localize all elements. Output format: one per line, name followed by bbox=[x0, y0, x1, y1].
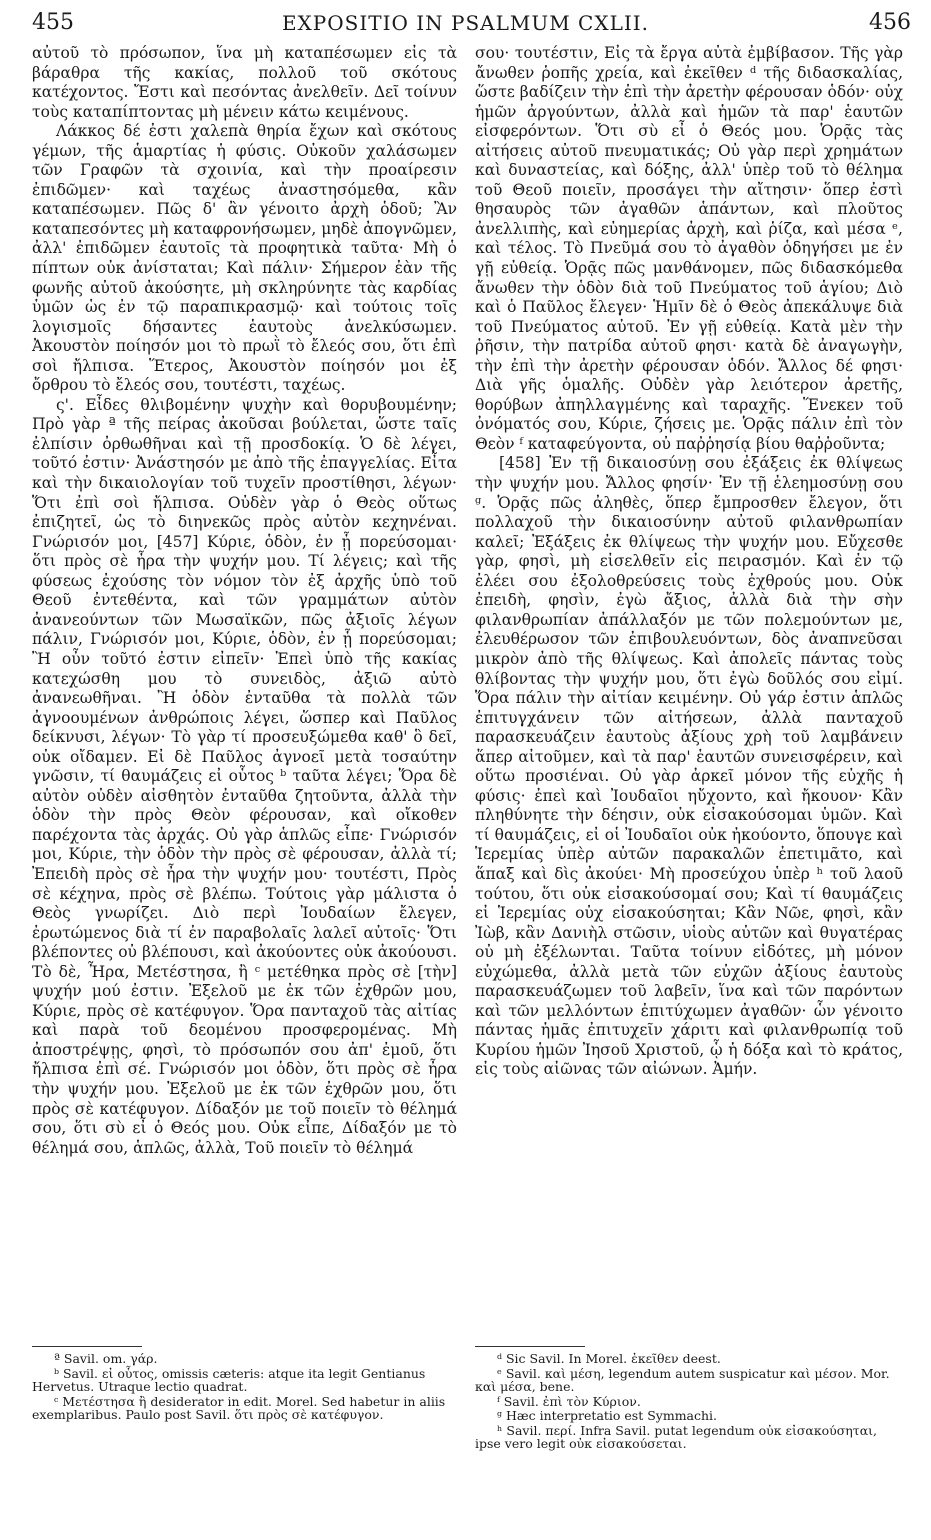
footnote: ᶜ Μετέστησα ἢ desiderator in edit. Morel. Sed habetur in aliis exemplaribus. Paulo post Savil. ὅτι πρὸς σὲ κατέφυγον. bbox=[32, 1393, 446, 1422]
paragraph: αὐτοῦ τὸ πρόσωπον, ἵνα μὴ καταπέσωμεν εἰς τὰ βάραθρα τῆς κακίας, πολλοῦ τοῦ σκότους κατέχοντος. Ἔστι καὶ πεσόντας ἀνελθεῖν. Δεῖ τοίνυν τοὺς καταπίπτοντας μὴ μένειν κάτω κειμένους. bbox=[32, 44, 457, 121]
paragraph: [458] Ἐν τῇ δικαιοσύνῃ σου ἐξάξεις ἐκ θλίψεως τὴν ψυχήν μου. Ἄλλος φησίν· Ἐν τῇ ἐλεημοσύνῃ σου ᵍ. Ὁρᾷς πῶς ἀληθὲς, ὅπερ ἔμπροσθεν ἔλεγον, ὅτι πολλαχοῦ τὴν δικαιοσύνην αὐτοῦ φιλανθρωπίαν καλεῖ; Ἐξάξεις ἐκ θλίψεως τὴν ψυχήν μου. Εὔχεσθε γὰρ, φησὶ, μὴ εἰσελθεῖν εἰς πειρασμόν. Καὶ ἐν τῷ ἐλέει σου ἐξολοθρεύσεις τοὺς ἐχθρούς μου. Οὐκ ἐπειδὴ, φησὶν, ἐγὼ ἄξιος, ἀλλὰ διὰ τὴν σὴν φιλανθρωπίαν ἀπάλλαξόν με τῶν πολεμούντων με, ἐλευθέρωσον τῶν ἐπιβουλευόντων, δὸς ἀναπνεῦσαι μικρὸν ἀπὸ τῆς θλίψεως. Καὶ ἀπολεῖς πάντας τοὺς θλίβοντας τὴν ψυχήν μου, ὅτι ἐγὼ δοῦλός σου εἰμί. Ὅρα πάλιν τὴν αἰτίαν κειμένην. Οὐ γάρ ἐστιν ἁπλῶς ἐπιτυγχάνειν τῶν αἰτήσεων, ἀλλὰ πανταχοῦ παρασκευάζειν ἑαυτοὺς ἀξίους χρὴ τοῦ λαμβάνειν ἅπερ αἰτοῦμεν, καὶ τὰ παρ' ἑαυτῶν συνεισφέρειν, καὶ οὕτω προσιέναι. Οὐ γὰρ ἀρκεῖ μόνον τῆς εὐχῆς ἡ φύσις· ἐπεὶ καὶ Ἰουδαῖοι ηὔχοντο, καὶ ἤκουον· Κἂν πληθύνητε τὴν δέησιν, οὐκ εἰσακούσομαι ὑμῶν. Καὶ τί θαυμάζεις, εἰ οἱ Ἰουδαῖοι οὐκ ἠκούοντο, ὅπουγε καὶ Ἱερεμίας ὑπὲρ αὐτῶν παρακαλῶν ἐπετιμᾶτο, καὶ ἅπαξ καὶ δὶς ἀκούει· Μὴ προσεύχου ὑπὲρ ʰ τοῦ λαοῦ τούτου, ὅτι οὐκ εἰσακούσομαί σου; Καὶ τί θαυμάζεις εἰ Ἱερεμίας οὐχ εἰσακούσηται; Κἂν Νῶε, φησὶ, κἂν Ἰὼβ, κἂν Δανιὴλ στῶσιν, υἱοὺς αὐτῶν καὶ θυγατέρας οὐ μὴ ἐξέλωνται. Ταῦτα τοίνυν εἰδότες, μὴ μόνον εὐχώμεθα, ἀλλὰ μετὰ τῶν εὐχῶν ἀξίους ἑαυτοὺς παρασκευάζωμεν τοῦ λαβεῖν, ἵνα καὶ τῶν παρόντων καὶ τῶν μελλόντων ἐπιτύχωμεν ἀγαθῶν· ὧν γένοιτο πάντας ἡμᾶς ἐπιτυχεῖν χάριτι καὶ φιλανθρωπίᾳ τοῦ Κυρίου ἡμῶν Ἰησοῦ Χριστοῦ, ᾧ ἡ δόξα καὶ τὸ κράτος, εἰς τοὺς αἰῶνας τῶν αἰώνων. Ἀμήν. bbox=[475, 454, 903, 1079]
paragraph: ς'. Εἶδες θλιβομένην ψυχὴν καὶ θορυβουμένην; Πρὸ γὰρ ª τῆς πείρας ἀκοῦσαι βούλεται, ὥστε ταῖς ἐλπίσιν ὀρθωθῆναι καὶ τῇ προσδοκίᾳ. Ὁ δὲ λέγει, τοῦτό ἐστιν· Ἀνάστησόν με ἀπὸ τῆς ἐπαγγελίας. Εἶτα καὶ τὴν δικαιολογίαν τοῦ τυχεῖν προστίθησι, λέγων· Ὅτι ἐπὶ σοὶ ἤλπισα. Οὐδὲν γὰρ ὁ Θεὸς οὕτως ἐπιζητεῖ, ὡς τὸ διηνεκῶς πρὸς αὐτὸν κεχηνέναι. Γνώρισόν μοι, [457] Κύριε, ὁδὸν, ἐν ᾗ πορεύσομαι· ὅτι πρὸς σὲ ἦρα τὴν ψυχήν μου. Τί λέγεις; καὶ τῆς φύσεως ἐχούσης τὸν νόμον τὸν ἐξ ἀρχῆς ὑπὸ τοῦ Θεοῦ ἐντεθέντα, καὶ τῶν γραμμάτων αὐτὸν ἀνανεούντων τῶν Μωσαϊκῶν, πῶς ἀξιοῖς λέγων πάλιν, Γνώρισόν μοι, Κύριε, ὁδὸν, ἐν ᾗ πορεύσομαι; Ἢ οὖν τοῦτό ἐστιν εἰπεῖν· Ἐπεὶ ὑπὸ τῆς κακίας κατεχώσθη μου τὸ συνειδὸς, ἀξιῶ αὐτὸ ἀνανεωθῆναι. Ἢ ὁδὸν ἐνταῦθα τὰ πολλὰ τῶν ἀγνοουμένων ἀνθρώποις λέγει, ὥσπερ καὶ Παῦλος δείκνυσι, λέγων· Τὸ γὰρ τί προσευξώμεθα καθ' ὃ δεῖ, οὐκ οἴδαμεν. Εἰ δὲ Παῦλος ἀγνοεῖ μετὰ τοσαύτην γνῶσιν, τί θαυμάζεις εἰ οὗτος ᵇ ταῦτα λέγει; Ὅρα δὲ αὐτὸν οὐδὲν αἰσθητὸν ἐνταῦθα ζητοῦντα, ἀλλὰ τὴν ὁδὸν τὴν πρὸς Θεὸν φέρουσαν, καὶ οἴκοθεν παρέχοντα τὰς ἀρχάς. Οὐ γὰρ ἁπλῶς εἶπε· Γνώρισόν μοι, Κύριε, τὴν ὁδὸν τὴν πρὸς σὲ φέρουσαν, ἀλλὰ τί; Ἐπειδὴ πρὸς σὲ ἦρα τὴν ψυχήν μου· τουτέστι, Πρὸς σὲ κέχηνα, πρὸς σὲ βλέπω. Τούτοις γὰρ μάλιστα ὁ Θεὸς γνωρίζει. Διὸ περὶ Ἰουδαίων ἔλεγεν, ἐρωτώμενος διὰ τί ἐν παραβολαῖς λαλεῖ αὐτοῖς· Ὅτι βλέποντες οὐ βλέπουσι, καὶ ἀκούοντες οὐκ ἀκούουσι. Τὸ δὲ, Ἦρα, Μετέστησα, ἢ ᶜ μετέθηκα πρὸς σὲ [τὴν] ψυχήν μού ἐστιν. Ἐξελοῦ με ἐκ τῶν ἐχθρῶν μου, Κύριε, πρὸς σὲ κατέφυγον. Ὅρα πανταχοῦ τὰς αἰτίας καὶ παρὰ τοῦ δεομένου προσφερομένας. Μὴ ἀποστρέψῃς, φησὶ, τὸ πρόσωπόν σου ἀπ' ἐμοῦ, ὅτι ἤλπισα ἐπὶ σέ. Γνώρισόν μοι ὁδὸν, ὅτι πρὸς σὲ ἦρα τὴν ψυχήν μου. Ἐξελοῦ με ἐκ τῶν ἐχθρῶν μου, ὅτι πρὸς σὲ κατέφυγον. Δίδαξόν με τοῦ ποιεῖν τὸ θέλημά σου, ὅτι σὺ εἶ ὁ Θεός μου. Οὐκ εἶπε, Δίδαξόν με τὸ θέλημά σου, ἁπλῶς, ἀλλὰ, Τοῦ ποιεῖν τὸ θέλημά bbox=[32, 395, 457, 1157]
footnote: ᵇ Savil. εἰ οὗτος, omissis cæteris: atque ita legit Gentianus Hervetus. Utraque lectio quadrat. bbox=[32, 1365, 426, 1394]
footnote: ᵈ Sic Savil. In Morel. ἐκεῖθεν deest. bbox=[497, 1351, 721, 1366]
left-text-column bbox=[32, 44, 457, 1158]
running-title: EXPOSITIO IN PSALMUM CXLII. bbox=[281, 11, 650, 35]
page-number-right: 456 bbox=[869, 10, 911, 35]
footnotes-left bbox=[32, 1352, 452, 1423]
footnote: ʰ Savil. περί. Infra Savil. putat legendum οὐκ εἰσακούσηται, ipse vero legit οὐκ εἰσακούσεται. bbox=[475, 1422, 878, 1451]
right-text-column bbox=[475, 44, 903, 1080]
footnote: ᵍ Hæc interpretatio est Symmachi. bbox=[497, 1408, 718, 1423]
footnotes-right bbox=[475, 1352, 895, 1452]
footnote: ᵉ Savil. καὶ μέση, legendum autem suspicatur καὶ μέσον. Mor. καὶ μέσα, bene. bbox=[475, 1365, 890, 1394]
footnote: ᶠ Savil. ἐπὶ τὸν Κύριον. bbox=[497, 1393, 641, 1409]
page-number-left: 455 bbox=[32, 10, 74, 35]
paragraph: σου· τουτέστιν, Εἰς τὰ ἔργα αὐτὰ ἐμβίβασον. Τῆς γὰρ ἄνωθεν ῥοπῆς χρεία, καὶ ἐκεῖθεν ᵈ τῆς διδασκαλίας, ὥστε βαδίζειν τὴν ἐπὶ τὴν ἀρετὴν φέρουσαν ὁδόν· οὐχ ἡμῶν ἀργούντων, ἀλλὰ καὶ ἡμῶν τὰ παρ' ἑαυτῶν εἰσφερόντων. Ὅτι σὺ εἶ ὁ Θεός μου. Ὁρᾷς τὰς αἰτήσεις αὐτοῦ πνευματικάς; Οὐ γὰρ περὶ χρημάτων καὶ δυναστείας, καὶ δόξης, ἀλλ' ὑπὲρ τοῦ τὸ θέλημα τοῦ Θεοῦ ποιεῖν, προσάγει τὴν αἴτησιν· ὅπερ ἐστὶ θησαυρὸς τῶν ἀγαθῶν ἁπάντων, καὶ πλοῦτος ἀνελλιπὴς, καὶ εὐημερίας ἀρχὴ, καὶ ῥίζα, καὶ μέσα ᵉ, καὶ τέλος. Τὸ Πνεῦμά σου τὸ ἀγαθὸν ὁδηγήσει με ἐν γῇ εὐθείᾳ. Ὁρᾷς πῶς μανθάνομεν, πῶς διδασκόμεθα ἄνωθεν τὴν ὁδὸν διὰ τοῦ Πνεύματος τοῦ ἁγίου; Διὸ καὶ ὁ Παῦλος ἔλεγεν· Ἡμῖν δὲ ὁ Θεὸς ἀπεκάλυψε διὰ τοῦ Πνεύματος αὐτοῦ. Ἐν γῇ εὐθείᾳ. Κατὰ μὲν τὴν ῥῆσιν, τὴν πατρίδα αὐτοῦ φησι· κατὰ δὲ ἀναγωγὴν, τὴν ἐπὶ τὴν ἀρετὴν φέρουσαν ὁδόν. Ἄλλος δέ φησι· Διὰ γῆς ὁμαλῆς. Οὐδὲν γὰρ λειότερον ἀρετῆς, θορύβων ἀπηλλαγμένης καὶ ταραχῆς. Ἕνεκεν τοῦ ὀνόματός σου, Κύριε, ζήσεις με. Ὁρᾷς πάλιν ἐπὶ τὸν Θεὸν ᶠ καταφεύγοντα, οὐ παῤῥησίᾳ βίου θαῤῥοῦντα; bbox=[475, 44, 903, 453]
footnote-divider bbox=[32, 1346, 142, 1347]
footnote-divider bbox=[475, 1346, 585, 1347]
paragraph: Λάκκος δέ ἐστι χαλεπὰ θηρία ἔχων καὶ σκότους γέμων, τῆς ἁμαρτίας ἡ φύσις. Οὐκοῦν χαλάσωμεν τῶν Γραφῶν τὰ σχοινία, καὶ τὴν προαίρεσιν ἐπιδῶμεν· καὶ ταχέως ἀναστησόμεθα, κἂν καταπέσωμεν. Πῶς δ' ἂν γένοιτο ἀρχὴ ὁδοῦ; Ἂν καταπεσόντες μὴ καταφρονήσωμεν, μηδὲ ἀπογνῶμεν, ἀλλ' ἐπιδῶμεν ἑαυτοῖς τὰ προφητικὰ ταῦτα· Μὴ ὁ πίπτων οὐκ ἀνίσταται; Καὶ πάλιν· Σήμερον ἐὰν τῆς φωνῆς αὐτοῦ ἀκούσητε, μὴ σκληρύνητε τὰς καρδίας ὑμῶν ὡς ἐν τῷ παραπικρασμῷ· καὶ τούτοις τοῖς λογισμοῖς δήσαντες ἑαυτοὺς ἀνελκύσωμεν. Ἀκουστὸν ποίησόν μοι τὸ πρωῒ τὸ ἔλεός σου, ὅτι ἐπὶ σοὶ ἤλπισα. Ἕτερος, Ἀκουστὸν ποίησόν μοι ἐξ ὄρθρου τὸ ἔλεός σου, τουτέστι, ταχέως. bbox=[32, 122, 457, 395]
footnote: ª Savil. om. γάρ. bbox=[54, 1351, 158, 1366]
